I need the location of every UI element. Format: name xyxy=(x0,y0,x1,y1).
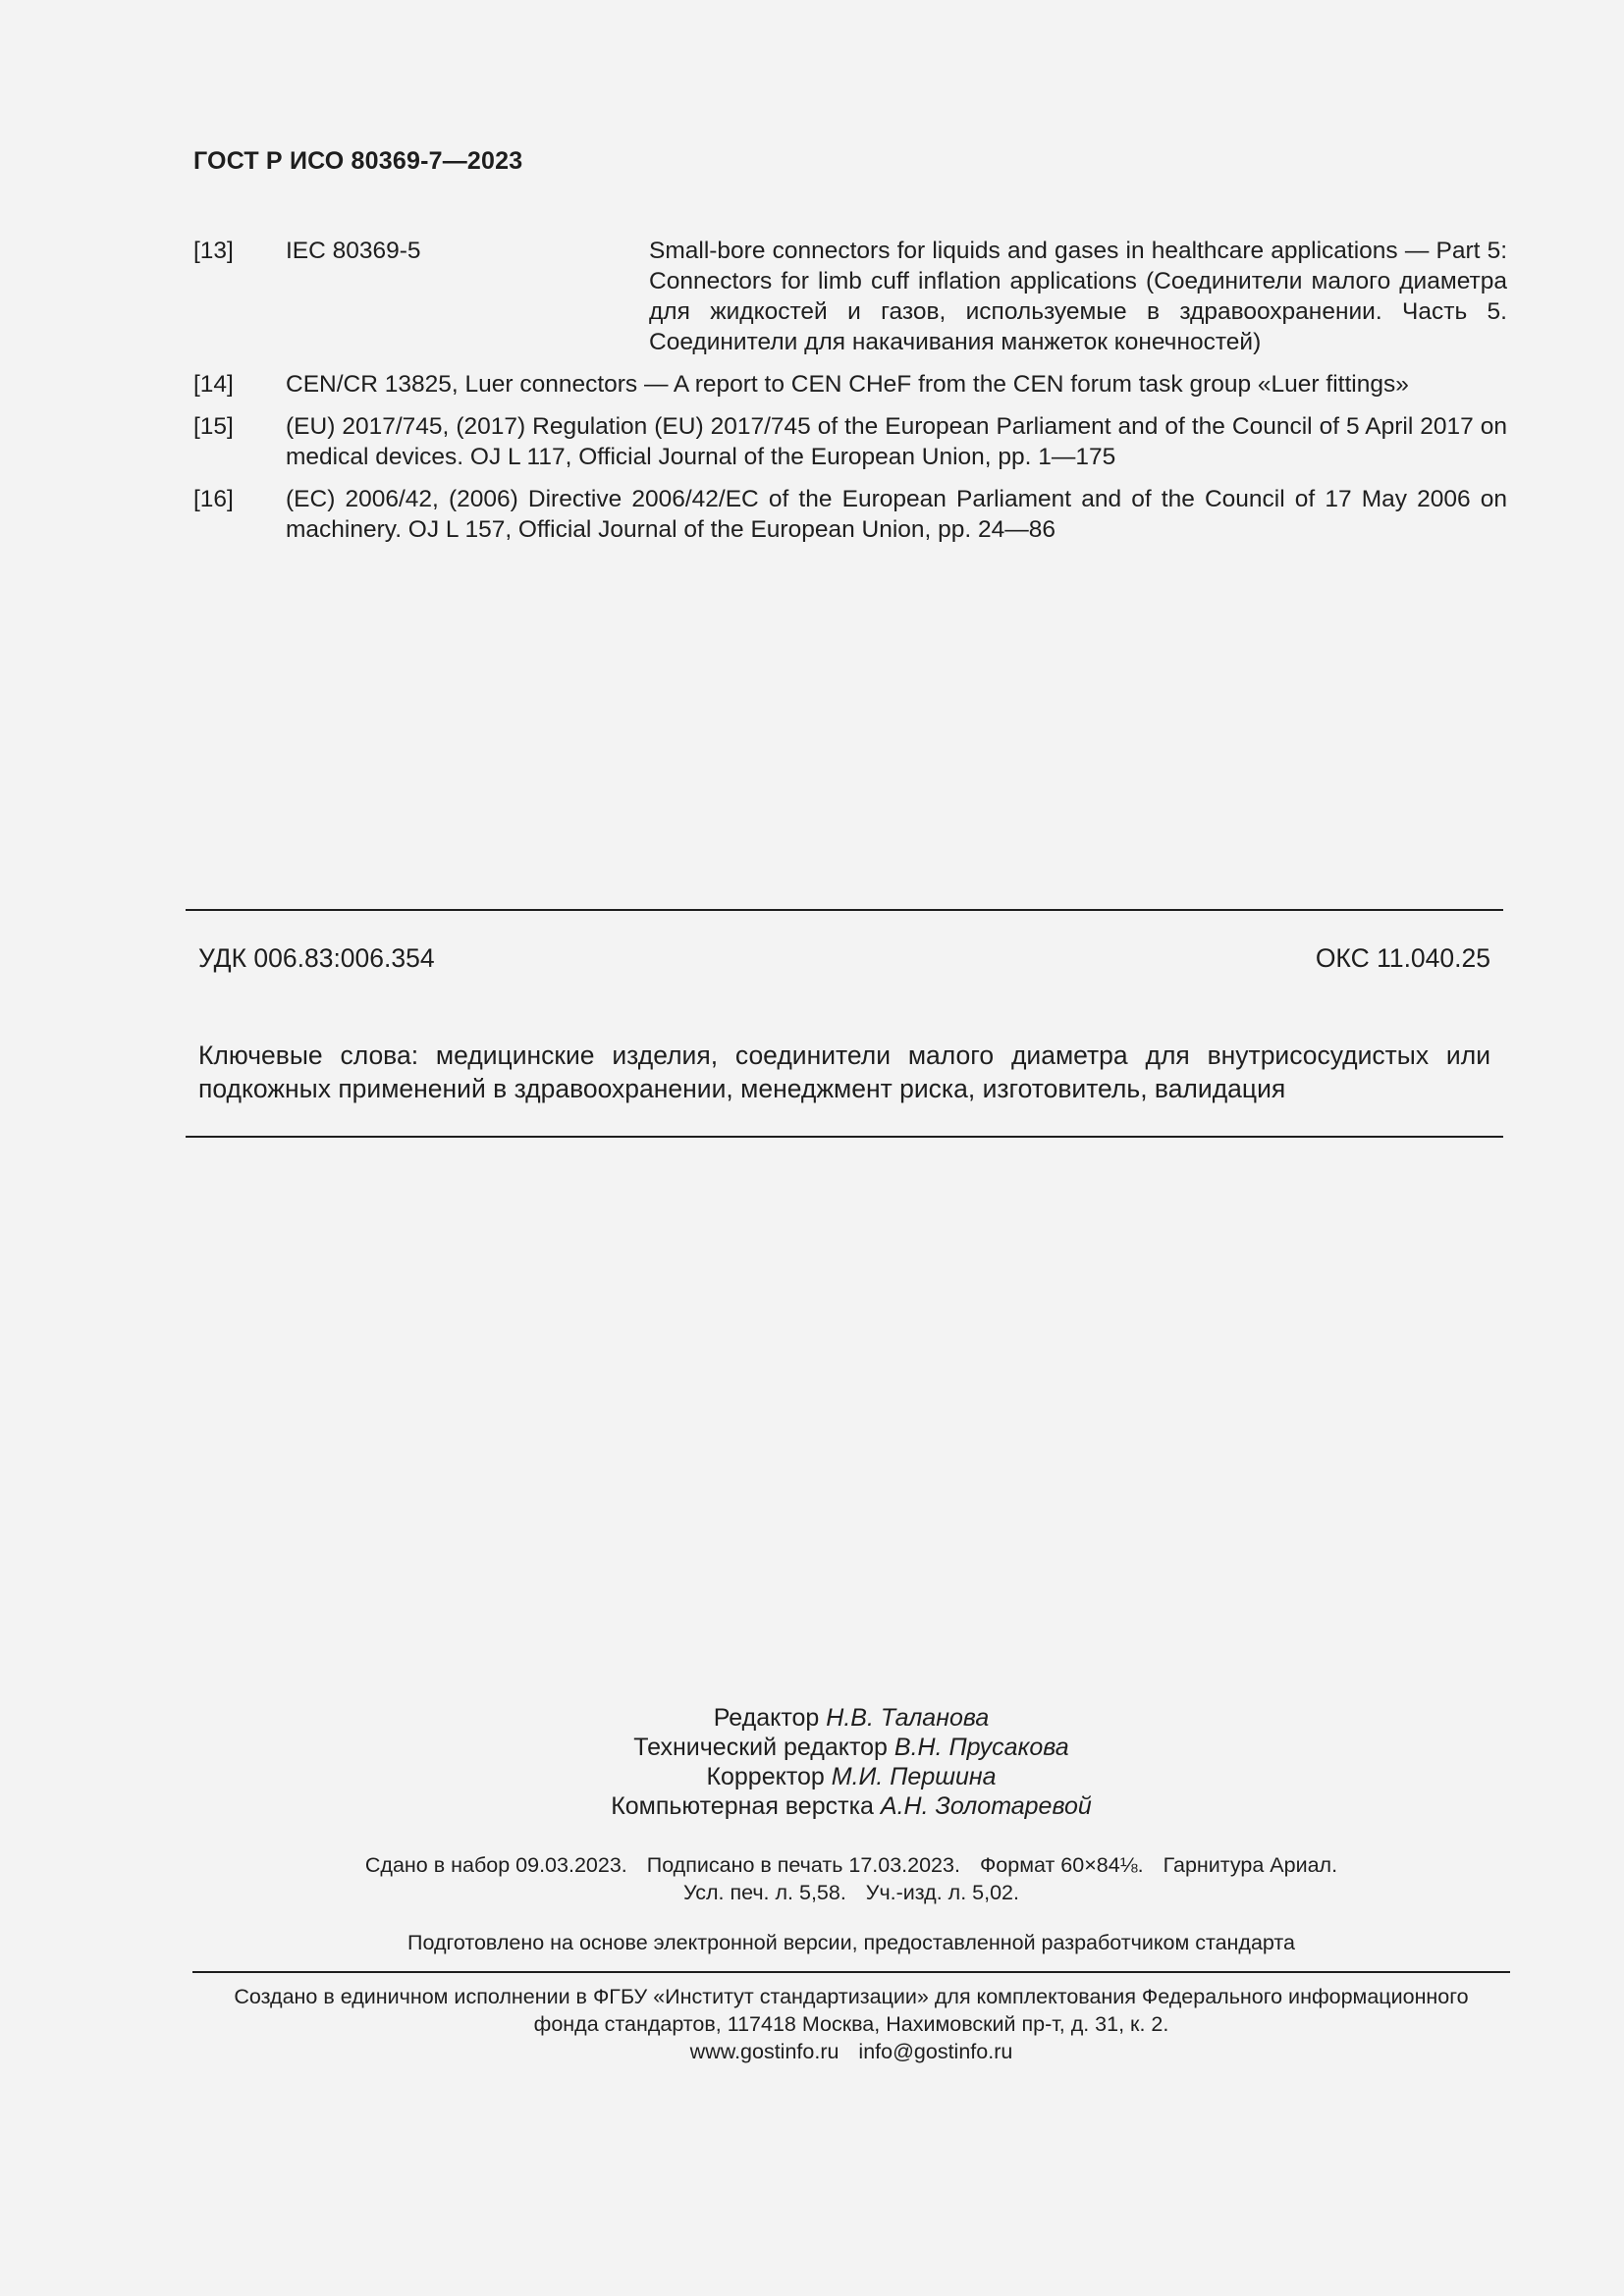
credit-line-editor xyxy=(0,1703,1624,1733)
footer-divider xyxy=(192,1971,1510,1973)
entry-number: [16] xyxy=(193,486,234,512)
bibliography-entry xyxy=(193,236,1507,357)
print-info xyxy=(0,1851,1624,1906)
paper-format: Формат 60×84⅛. xyxy=(979,1853,1144,1877)
entry-number: [13] xyxy=(193,238,234,264)
bottom-divider xyxy=(186,1136,1503,1138)
website-link[interactable]: www.gostinfo.ru xyxy=(689,2040,839,2063)
credit-label: Компьютерная верстка xyxy=(611,1792,874,1820)
entry-number: [15] xyxy=(193,413,234,440)
credit-line-corrector xyxy=(0,1762,1624,1791)
print-sheets: Усл. печ. л. 5,58. xyxy=(683,1881,846,1904)
entry-number: [14] xyxy=(193,371,234,398)
credit-line-layout xyxy=(0,1791,1624,1821)
typeface: Гарнитура Ариал. xyxy=(1163,1853,1338,1877)
bibliography-entry xyxy=(193,411,1507,472)
credit-name: Н.В. Таланова xyxy=(826,1704,990,1732)
top-divider xyxy=(186,909,1503,911)
oks-code: ОКС 11.040.25 xyxy=(1315,943,1490,973)
signed-date: Подписано в печать 17.03.2023. xyxy=(646,1853,960,1877)
credit-label: Корректор xyxy=(706,1763,825,1790)
entry-text: (EC) 2006/42, (2006) Directive 2006/42/EC of the European Parliament and of the Council of 17 May 2006 on machinery. OJ L 157, Official Journal of the European Union, pp. 24—86 xyxy=(286,486,1507,543)
entry-text: CEN/CR 13825, Luer connectors — A report to CEN CHeF from the CEN forum task group «Luer fittings» xyxy=(286,371,1409,398)
keywords: Ключевые слова: медицинские изделия, соединители малого диаметра для внутрисосудистых или подкожных применений в здравоохранении, менеджмент риска, изготовитель, валидация xyxy=(198,1041,1490,1103)
bibliography-list xyxy=(193,236,1507,557)
document-code: ГОСТ Р ИСО 80369-7—2023 xyxy=(193,147,523,175)
credits-block xyxy=(0,1703,1624,1821)
print-info-line-2 xyxy=(0,1879,1624,1906)
contact-line xyxy=(192,2038,1510,2065)
print-info-line-1 xyxy=(0,1851,1624,1879)
credit-name: М.И. Першина xyxy=(831,1763,997,1790)
publisher-sheets: Уч.-изд. л. 5,02. xyxy=(865,1881,1019,1904)
bibliography-entry xyxy=(193,484,1507,545)
udk-code: УДК 006.83:006.354 xyxy=(198,943,435,973)
email-link[interactable]: info@gostinfo.ru xyxy=(858,2040,1013,2063)
entry-identifier: IEC 80369-5 xyxy=(286,238,421,264)
credit-line-tech-editor xyxy=(0,1733,1624,1762)
entry-text: (EU) 2017/745, (2017) Regulation (EU) 2017/745 of the European Parliament and of the Council of 5 April 2017 on medical devices. OJ L 117, Official Journal of the European Union, pp. 1—175 xyxy=(286,413,1507,470)
credit-name: В.Н. Прусакова xyxy=(893,1734,1069,1761)
credit-label: Технический редактор xyxy=(633,1734,888,1761)
entry-title: Small-bore connectors for liquids and gases in healthcare applications — Part 5: Connectors for limb cuff inflation applications (Соединители малого диаметра для жидкостей и газов, используемые в здравоохранении. Часть 5. Соединители для накачивания манжеток конечностей) xyxy=(649,238,1507,355)
created-line-2: фонда стандартов, 117418 Москва, Нахимовский пр-т, д. 31, к. 2. xyxy=(533,2012,1169,2036)
bibliography-entry xyxy=(193,369,1507,400)
created-line-1: Создано в единичном исполнении в ФГБУ «Институт стандартизации» для комплектования Федерального информационного xyxy=(234,1985,1469,2008)
credit-label: Редактор xyxy=(713,1704,820,1732)
typeset-date: Сдано в набор 09.03.2023. xyxy=(364,1853,627,1877)
created-note xyxy=(192,1983,1510,2065)
credit-name: А.Н. Золотаревой xyxy=(880,1792,1092,1820)
prepared-note: Подготовлено на основе электронной версии, предоставленной разработчиком стандарта xyxy=(407,1931,1295,1954)
